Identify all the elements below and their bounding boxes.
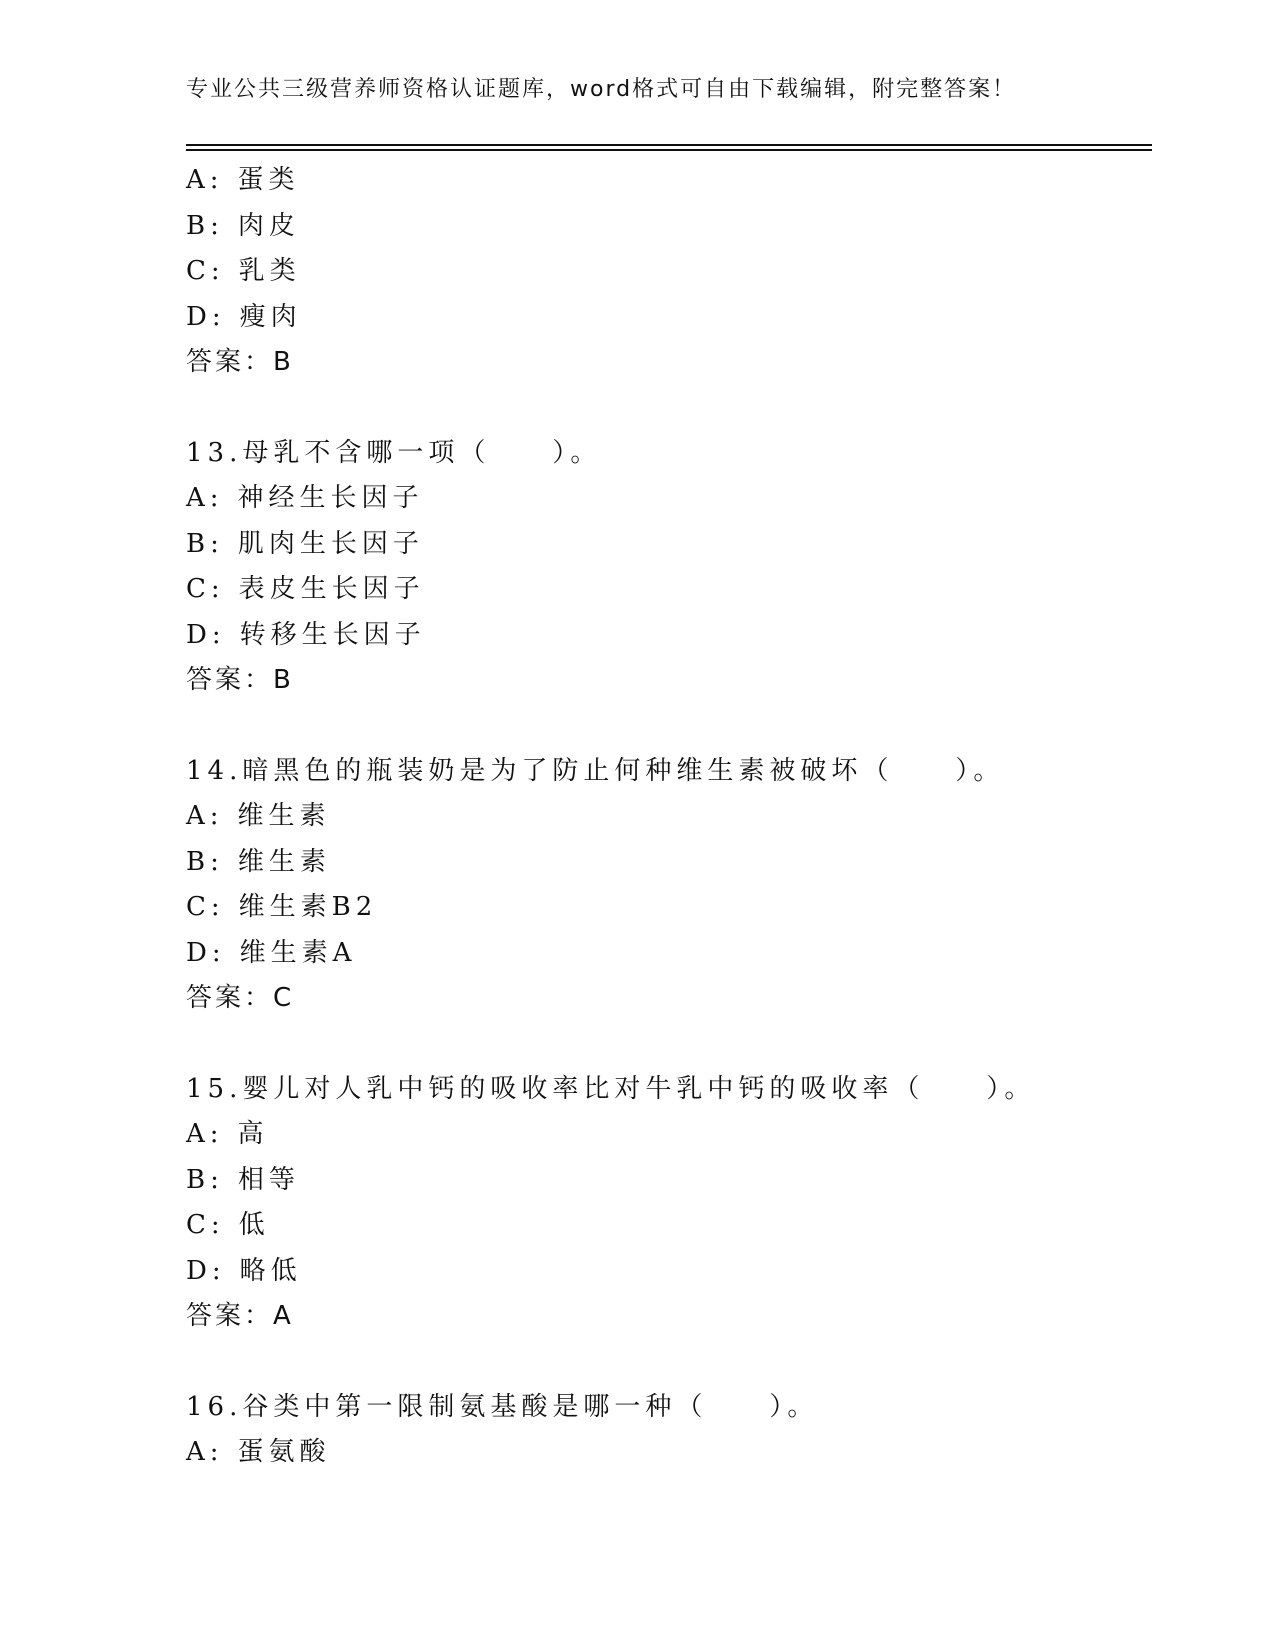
option-a: A: 蛋氨酸 [186,1437,331,1467]
question-stem: 13.母乳不含哪一项（ ）。 [186,437,602,468]
page-header-title: 专业公共三级营养师资格认证题库，word格式可自由下载编辑，附完整答案！ [186,77,1017,102]
option-a: A: 神经生长因子 [186,483,424,513]
spacer [186,1340,1152,1385]
question-12-continued [186,158,1152,386]
spacer [186,704,1152,749]
option-a: A: 蛋类 [186,165,300,195]
question-14 [186,749,1152,1022]
header-divider-bottom [186,149,1152,151]
option-d: D: 转移生长因子 [186,619,426,650]
answer-line: 答案：B [186,665,294,695]
answer-line: 答案：A [186,1301,294,1331]
option-b: B: 维生素 [186,846,331,877]
option-d: D: 略低 [186,1255,302,1286]
option-b: B: 相等 [186,1164,300,1195]
option-b: B: 肌肉生长因子 [186,528,424,559]
header-divider-top [186,144,1152,146]
answer-line: 答案：C [186,983,295,1013]
question-16 [186,1385,1152,1476]
question-stem: 15.婴儿对人乳中钙的吸收率比对牛乳中钙的吸收率（ ）。 [186,1073,1036,1104]
spacer [186,1022,1152,1067]
question-stem: 14.暗黑色的瓶装奶是为了防止何种维生素被破坏（ ）。 [186,755,1005,786]
option-c: C: 维生素B2 [186,892,378,922]
option-a: A: 高 [186,1119,269,1149]
question-15 [186,1067,1152,1340]
option-d: D: 维生素A [186,937,357,968]
question-stem: 16.谷类中第一限制氨基酸是哪一种（ ）。 [186,1391,819,1422]
option-b: B: 肉皮 [186,210,300,241]
option-a: A: 维生素 [186,801,331,831]
question-list [186,158,1152,1476]
option-c: C: 低 [186,1210,270,1240]
option-d: D: 瘦肉 [186,301,302,332]
option-c: C: 乳类 [186,256,301,286]
spacer [186,386,1152,431]
question-13 [186,431,1152,704]
answer-line: 答案：B [186,347,294,377]
option-c: C: 表皮生长因子 [186,574,425,604]
